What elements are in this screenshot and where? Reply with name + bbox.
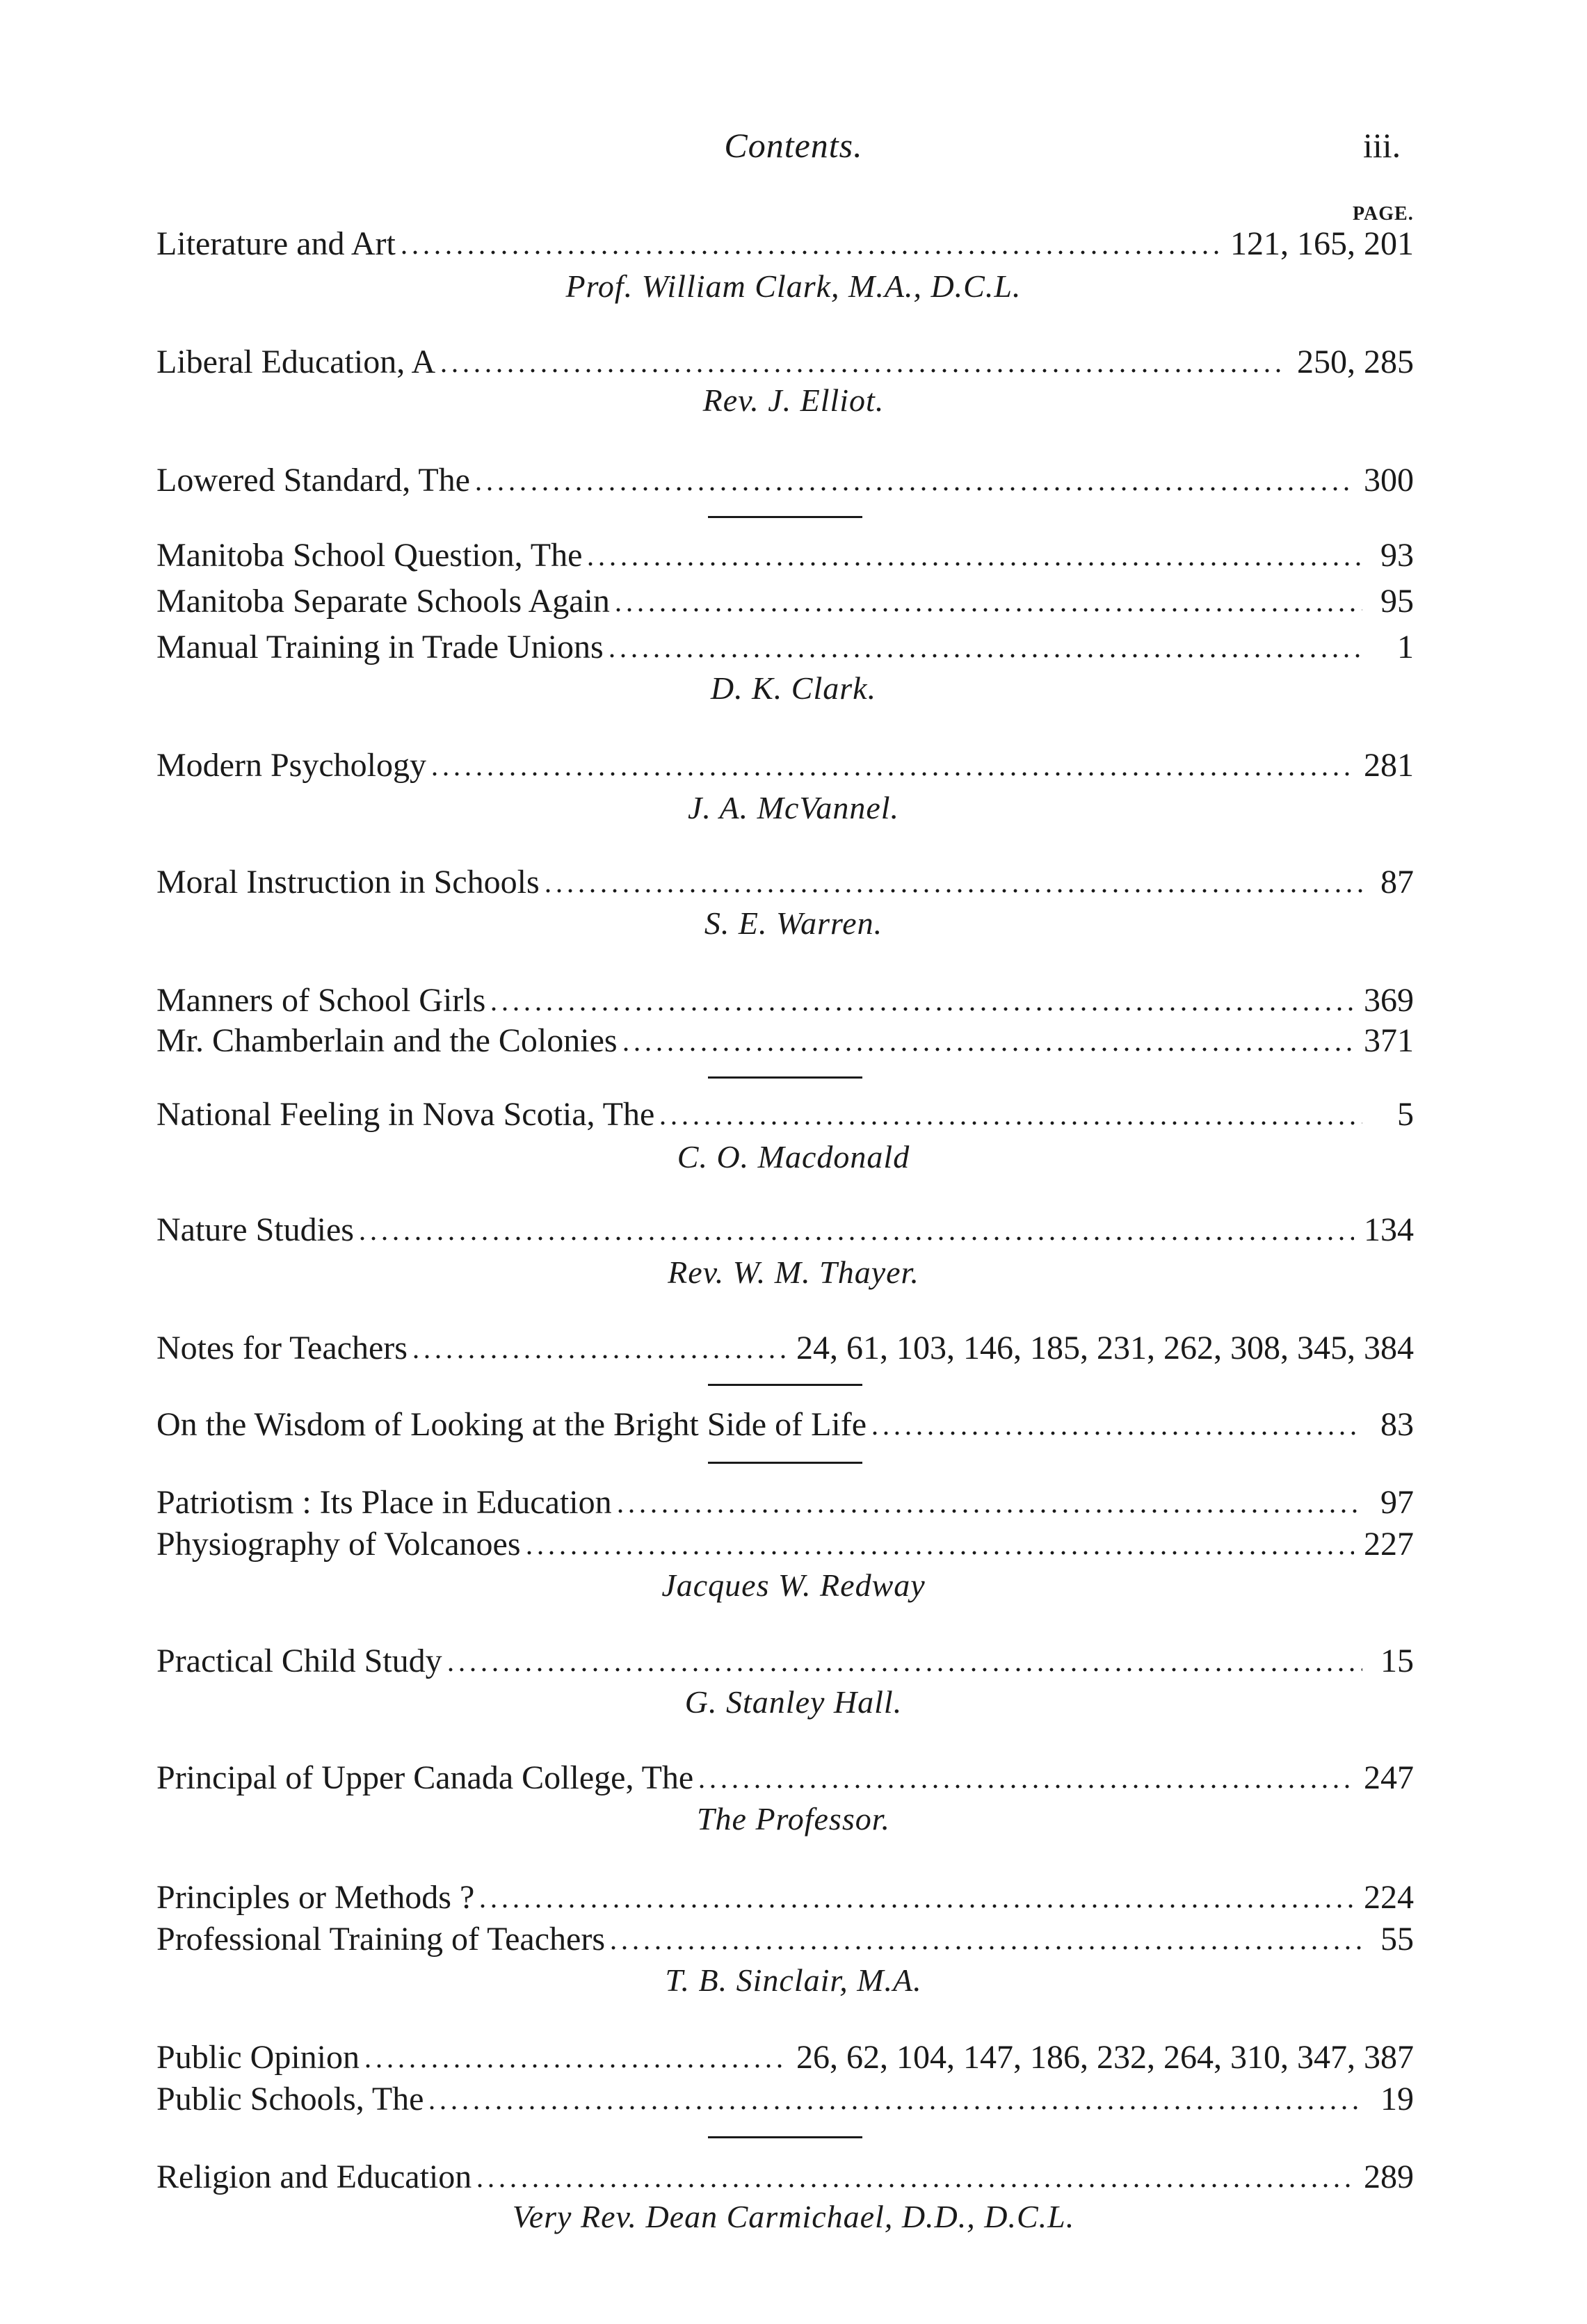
toc-entry bbox=[156, 1327, 1414, 1370]
toc-entry bbox=[156, 2156, 1414, 2199]
page-number: iii. bbox=[1363, 126, 1401, 165]
entry-author: Rev. J. Elliot. bbox=[702, 382, 885, 418]
dot-leader bbox=[362, 2064, 787, 2068]
entry-title: Liberal Education, A bbox=[156, 344, 436, 380]
entry-pages: 1 bbox=[1397, 629, 1414, 665]
toc-entry bbox=[156, 1019, 1414, 1063]
dot-leader bbox=[477, 1904, 1354, 1908]
entry-pages: 224 bbox=[1364, 1879, 1414, 1916]
entry-title: National Feeling in Nova Scotia, The bbox=[156, 1096, 655, 1133]
entry-pages: 300 bbox=[1364, 462, 1414, 499]
entry-author: S. E. Warren. bbox=[704, 905, 883, 941]
toc-entry bbox=[156, 1640, 1414, 1683]
dot-leader bbox=[445, 1668, 1362, 1672]
entry-author: G. Stanley Hall. bbox=[684, 1684, 903, 1720]
entry-title: Manitoba School Question, The bbox=[156, 537, 583, 574]
toc-entry bbox=[156, 1481, 1414, 1524]
entry-pages: 281 bbox=[1364, 747, 1414, 784]
entry-author: Jacques W. Redway bbox=[661, 1567, 926, 1603]
entry-title: Manitoba Separate Schools Again bbox=[156, 583, 610, 620]
dot-leader bbox=[438, 369, 1287, 373]
entry-title: Modern Psychology bbox=[156, 747, 426, 784]
entry-title: Public Opinion bbox=[156, 2039, 360, 2076]
toc-entry bbox=[156, 459, 1414, 502]
entry-pages: 5 bbox=[1397, 1096, 1414, 1133]
dot-leader bbox=[620, 1047, 1354, 1051]
entry-author: Prof. William Clark, M.A., D.C.L. bbox=[565, 268, 1022, 304]
toc-entry bbox=[156, 744, 1414, 787]
section-rule bbox=[708, 2136, 862, 2138]
entry-author: D. K. Clark. bbox=[710, 670, 877, 706]
entry-pages: 227 bbox=[1364, 1526, 1414, 1563]
section-rule bbox=[708, 516, 862, 518]
entry-pages: 93 bbox=[1380, 537, 1414, 574]
dot-leader bbox=[524, 1551, 1354, 1555]
entry-pages: 134 bbox=[1364, 1211, 1414, 1248]
entry-title: Public Schools, The bbox=[156, 2081, 424, 2117]
entry-title: Nature Studies bbox=[156, 1211, 354, 1248]
entry-author: C. O. Macdonald bbox=[677, 1139, 910, 1175]
toc-entry bbox=[156, 1757, 1414, 1800]
entry-title: Principal of Upper Canada College, The bbox=[156, 1759, 694, 1796]
dot-leader bbox=[473, 487, 1354, 491]
dot-leader bbox=[696, 1784, 1354, 1789]
dot-leader bbox=[869, 1431, 1362, 1435]
entry-title: Mr. Chamberlain and the Colonies bbox=[156, 1022, 618, 1059]
dot-leader bbox=[410, 1355, 787, 1359]
dot-leader bbox=[488, 1007, 1354, 1011]
dot-leader bbox=[606, 654, 1362, 658]
entry-title: Moral Instruction in Schools bbox=[156, 864, 540, 901]
dot-leader bbox=[429, 772, 1354, 776]
entry-pages: 83 bbox=[1380, 1406, 1414, 1443]
toc-entry bbox=[156, 2036, 1414, 2079]
entry-pages: 87 bbox=[1380, 864, 1414, 901]
entry-pages: 369 bbox=[1364, 982, 1414, 1019]
entry-pages: 15 bbox=[1380, 1643, 1414, 1679]
entry-title: Manners of School Girls bbox=[156, 982, 486, 1019]
entry-title: Patriotism : Its Place in Education bbox=[156, 1484, 612, 1521]
entry-title: Practical Child Study bbox=[156, 1643, 442, 1679]
entry-pages: 24, 61, 103, 146, 185, 231, 262, 308, 345, 384 bbox=[796, 1330, 1414, 1366]
entry-pages: 19 bbox=[1380, 2081, 1414, 2117]
section-rule bbox=[708, 1462, 862, 1464]
entry-pages: 95 bbox=[1380, 583, 1414, 620]
entry-title: Manual Training in Trade Unions bbox=[156, 629, 604, 665]
entry-pages: 97 bbox=[1380, 1484, 1414, 1521]
dot-leader bbox=[657, 1121, 1362, 1125]
entry-pages: 121, 165, 201 bbox=[1230, 225, 1414, 262]
running-title: Contents. bbox=[724, 126, 863, 165]
toc-entry bbox=[156, 1876, 1414, 1919]
entry-author: Rev. W. M. Thayer. bbox=[668, 1254, 919, 1290]
dot-leader bbox=[398, 250, 1221, 255]
toc-entry bbox=[156, 861, 1414, 904]
dot-leader bbox=[613, 608, 1362, 612]
entry-pages: 247 bbox=[1364, 1759, 1414, 1796]
entry-title: Principles or Methods ? bbox=[156, 1879, 475, 1916]
entry-title: Lowered Standard, The bbox=[156, 462, 470, 499]
entry-title: Religion and Education bbox=[156, 2158, 472, 2195]
toc-entry bbox=[156, 223, 1414, 266]
dot-leader bbox=[426, 2106, 1362, 2110]
entry-author: J. A. McVannel. bbox=[687, 790, 900, 825]
toc-entry bbox=[156, 1523, 1414, 1566]
entry-pages: 289 bbox=[1364, 2158, 1414, 2195]
dot-leader bbox=[542, 889, 1362, 893]
entry-pages: 250, 285 bbox=[1297, 344, 1414, 380]
entry-title: Literature and Art bbox=[156, 225, 396, 262]
entry-title: Physiography of Volcanoes bbox=[156, 1526, 521, 1563]
entry-title: Notes for Teachers bbox=[156, 1330, 408, 1366]
toc-entry bbox=[156, 1209, 1414, 1252]
entry-pages: 371 bbox=[1364, 1022, 1414, 1059]
toc-entry bbox=[156, 979, 1414, 1022]
toc-entry bbox=[156, 580, 1414, 623]
page-column-label: PAGE. bbox=[1353, 203, 1414, 225]
dot-leader bbox=[474, 2184, 1354, 2188]
entry-pages: 55 bbox=[1380, 1921, 1414, 1958]
entry-pages: 26, 62, 104, 147, 186, 232, 264, 310, 347, 387 bbox=[796, 2039, 1414, 2076]
section-rule bbox=[708, 1384, 862, 1386]
dot-leader bbox=[615, 1509, 1362, 1513]
entry-title: Professional Training of Teachers bbox=[156, 1921, 605, 1958]
entry-author: Very Rev. Dean Carmichael, D.D., D.C.L. bbox=[512, 2199, 1075, 2234]
toc-entry bbox=[156, 626, 1414, 669]
dot-leader bbox=[608, 1946, 1362, 1950]
entry-author: The Professor. bbox=[696, 1801, 891, 1837]
toc-entry bbox=[156, 2078, 1414, 2121]
entry-title: On the Wisdom of Looking at the Bright Side of Life bbox=[156, 1406, 867, 1443]
toc-entry bbox=[156, 534, 1414, 577]
dot-leader bbox=[585, 562, 1362, 566]
toc-entry bbox=[156, 1403, 1414, 1446]
toc-entry bbox=[156, 1918, 1414, 1961]
toc-entry bbox=[156, 1093, 1414, 1136]
section-rule bbox=[708, 1076, 862, 1079]
entry-author: T. B. Sinclair, M.A. bbox=[665, 1962, 922, 1998]
dot-leader bbox=[357, 1236, 1354, 1241]
toc-entry bbox=[156, 341, 1414, 384]
